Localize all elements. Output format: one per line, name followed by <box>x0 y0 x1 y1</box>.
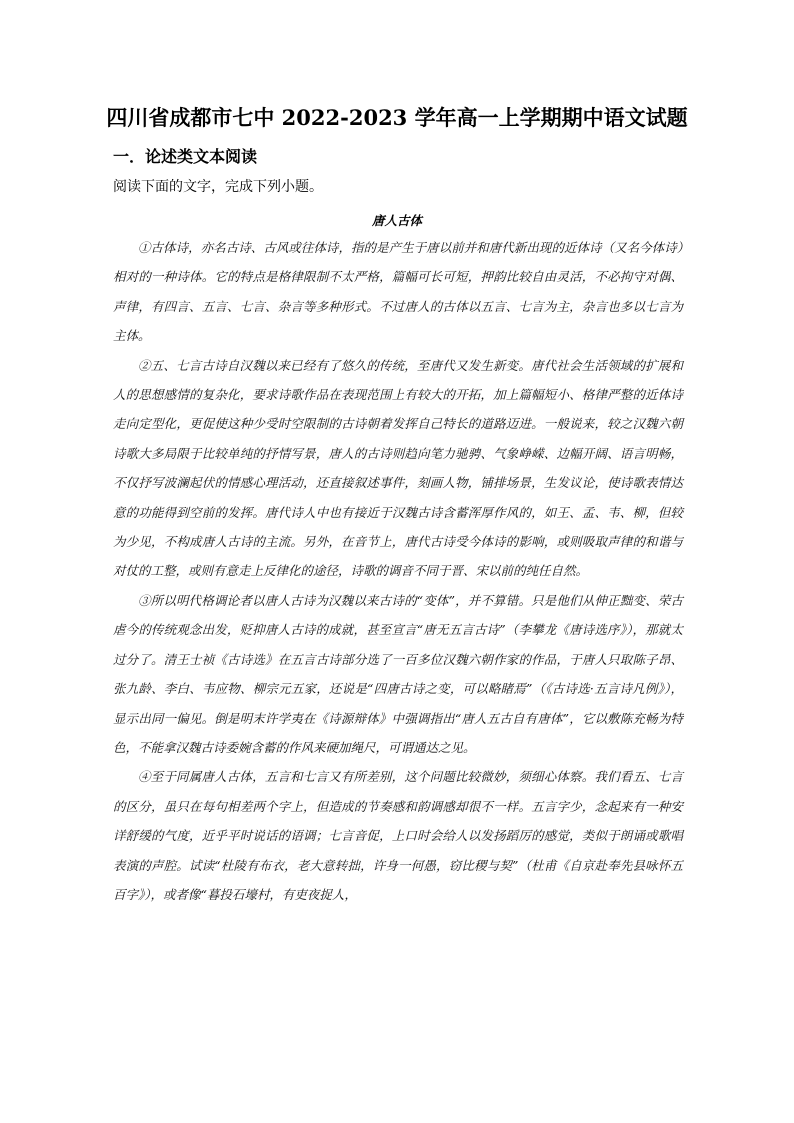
paragraph-2: ②五、七言古诗自汉魏以来已经有了悠久的传统，至唐代又发生新变。唐代社会生活领域的扩展和人的思想感情的复杂化，要求诗歌作品在表现范围上有较大的开拓，加上篇幅短小、格律严整的近体诗走向定型化，更促使这种少受时空限制的古诗朝着发挥自己特长的道路迈进。一般说来，较之汉魏六朝诗歌大多局限于比较单纯的抒情写景，唐人的古诗则趋向笔力驰骋、气象峥嵘、边幅开阔、语言明畅，不仅抒写波澜起伏的情感心理活动，还直接叙述事件，刻画人物，铺排场景，生发议论，使诗歌表情达意的功能得到空前的发挥。唐代诗人中也有接近于汉魏古诗含蓄浑厚作风的，如王、孟、韦、柳，但较为少见，不构成唐人古诗的主流。另外，在音节上，唐代古诗受今体诗的影响，或则吸取声律的和谐与对仗的工整，或则有意走上反律化的途径，诗歌的调音不同于晋、宋以前的纯任自然。 <box>113 357 683 579</box>
article-body <box>113 233 683 909</box>
document-title: 四川省成都市七中 2022-2023 学年高一上学期期中语文试题 <box>106 105 688 130</box>
paragraph-1: ①古体诗，亦名古诗、古风或往体诗，指的是产生于唐以前并和唐代新出现的近体诗（又名今体诗）相对的一种诗体。它的特点是格律限制不太严格，篇幅可长可短，押韵比较自由灵活，不必拘守对偶、声律，有四言、五言、七言、杂言等多种形式。不过唐人的古体以五言、七言为主，杂言也多以七言为主体。 <box>113 240 683 344</box>
reading-instruction: 阅读下面的文字，完成下列小题。 <box>113 179 323 195</box>
paragraph-4: ④至于同属唐人古体，五言和七言又有所差别，这个问题比较微妙，须细心体察。我们看五、七言的区分，虽只在每句相差两个字上，但造成的节奏感和韵调感却很不一样。五言字少，念起来有一种安详舒缓的气度，近乎平时说话的语调；七言音促，上口时会给人以发扬蹈厉的感觉，类似于朗诵或歌唱表演的声腔。试读“杜陵有布衣，老大意转拙，许身一何愚，窃比稷与契”（杜甫《自京赴奉先县咏怀五百字》），或者像“暮投石壕村，有吏夜捉人， <box>113 769 683 902</box>
section-heading: 一．论述类文本阅读 <box>113 147 258 166</box>
paragraph-3: ③所以明代格调论者以唐人古诗为汉魏以来古诗的“变体”，并不算错。只是他们从伸正黜变、荣古虐今的传统观念出发，贬抑唐人古诗的成就，甚至宣言“唐无五言古诗”（李攀龙《唐诗选序》），那就太过分了。清王士祯《古诗选》在五言古诗部分选了一百多位汉魏六朝作家的作品，于唐人只取陈子昂、张九龄、李白、韦应物、柳宗元五家，还说是“四唐古诗之变，可以略睹焉”（《古诗选·五言诗凡例》），显示出同一偏见。倒是明末许学夷在《诗源辩体》中强调指出“唐人五古自有唐体”，它以敷陈充畅为特色，不能拿汉魏古诗委婉含蓄的作风来硬加绳尺，可谓通达之见。 <box>113 592 683 755</box>
article-title: 唐人古体 <box>371 213 422 228</box>
